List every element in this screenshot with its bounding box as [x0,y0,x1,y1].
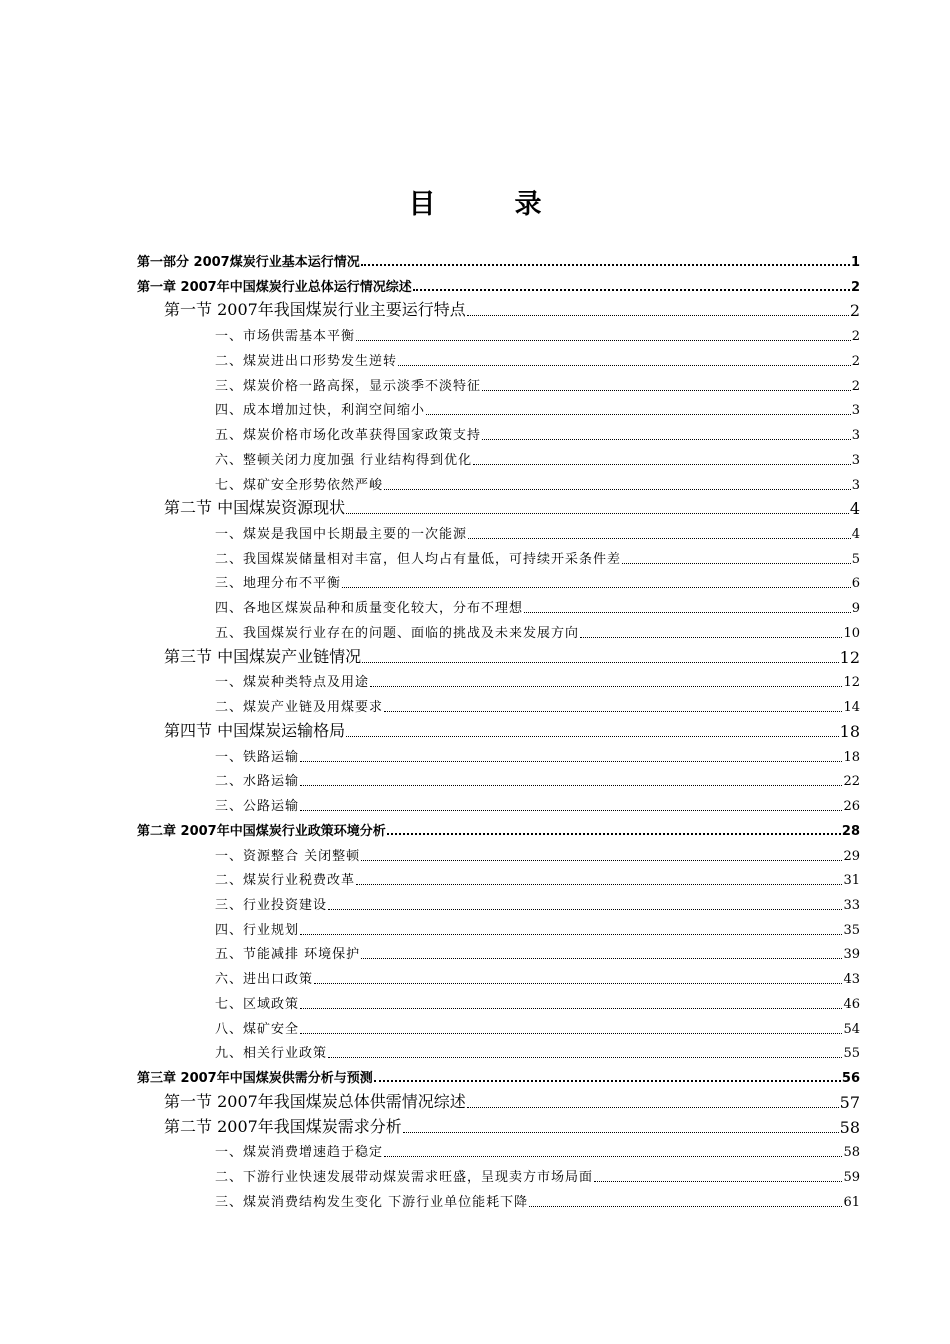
toc-entry-label: 一、煤炭消费增速趋于稳定 [215,1145,384,1161]
toc-entry[interactable] [164,297,860,320]
toc-entry-page-number: 18 [839,721,860,741]
toc-entry[interactable] [215,449,860,468]
dot-leader [580,637,842,638]
toc-entry-label: 第三节 中国煤炭产业链情况 [164,646,362,666]
dot-leader [384,489,851,490]
dot-leader [467,1107,839,1108]
toc-entry[interactable] [215,869,860,888]
toc-entry-label: 第一部分 2007煤炭行业基本运行情况 [137,255,360,270]
toc-entry-page-number: 2 [849,301,860,321]
toc-entry[interactable] [164,1089,860,1112]
dot-leader [387,833,841,835]
toc-entry[interactable] [215,993,860,1012]
toc-entry[interactable] [215,375,860,394]
dot-leader [426,414,851,415]
toc-entry-page-number: 33 [843,897,860,913]
toc-entry-page-number: 3 [851,477,860,493]
dot-leader [356,884,842,885]
dot-leader [473,464,851,465]
toc-entry-page-number: 54 [843,1021,860,1037]
toc-entry-page-number: 18 [843,749,860,765]
toc-entry-page-number: 3 [851,428,860,444]
toc-entry-label: 第三章 2007年中国煤炭供需分析与预测 [137,1071,373,1087]
dot-leader [482,390,851,391]
toc-entry-page-number: 3 [851,403,860,419]
dot-leader [300,1008,842,1009]
toc-entry-label: 第二章 2007年中国煤炭行业政策环境分析 [137,823,386,839]
toc-entry-label: 一、煤炭是我国中长期最主要的一次能源 [215,527,468,543]
toc-entry[interactable] [215,696,860,715]
toc-entry[interactable] [215,1018,860,1037]
dot-leader [622,563,851,564]
toc-entry-label: 七、区域政策 [215,996,300,1012]
toc-entry[interactable] [215,746,860,765]
dot-leader [328,1057,842,1058]
toc-entry-page-number: 57 [839,1092,860,1112]
dot-leader [300,934,842,935]
toc-entry-page-number: 28 [841,823,860,839]
toc-entry-page-number: 14 [843,700,860,716]
toc-entry[interactable] [215,548,860,567]
toc-entry-label: 第二节 中国煤炭资源现状 [164,498,346,518]
toc-entry-page-number: 2 [851,378,860,394]
toc-entry-page-number: 26 [843,799,860,815]
toc-entry-page-number: 3 [851,452,860,468]
toc-entry-label: 四、各地区煤炭品种和质量变化较大，分布不理想 [215,601,524,617]
dot-leader [356,340,851,341]
dot-leader [384,1156,842,1157]
toc-entry[interactable] [164,644,860,667]
dot-leader [594,1181,842,1182]
toc-entry-label: 三、行业投资建设 [215,897,328,913]
dot-leader [361,860,842,861]
toc-entry-page-number: 55 [843,1046,860,1062]
dot-leader [346,513,849,514]
toc-entry-label: 三、公路运输 [215,799,300,815]
toc-entry[interactable] [215,424,860,443]
toc-entry-page-number: 4 [849,499,860,519]
toc-title: 目 录 [408,189,568,220]
toc-entry-label: 一、市场供需基本平衡 [215,329,356,345]
toc-entry-page-number: 29 [843,848,860,864]
toc-entry-label: 七、煤矿安全形势依然严峻 [215,477,384,493]
dot-leader [361,264,850,266]
dot-leader [314,983,842,984]
toc-entry-label: 四、行业规划 [215,922,300,938]
toc-entry[interactable] [215,350,860,369]
toc-entry[interactable] [215,1042,860,1061]
toc-entry[interactable] [215,597,860,616]
dot-leader [342,587,851,588]
toc-entry-page-number: 46 [843,996,860,1012]
toc-entry[interactable] [215,919,860,938]
toc-entry-label: 二、水路运输 [215,774,300,790]
toc-entry-page-number: 39 [843,947,860,963]
toc-entry[interactable] [164,718,860,741]
toc-entry[interactable] [215,845,860,864]
toc-entry[interactable] [215,523,860,542]
toc-entry[interactable] [215,943,860,962]
dot-leader [468,538,851,539]
dot-leader [346,736,839,737]
toc-entry[interactable] [215,770,860,789]
dot-leader [362,662,839,663]
toc-entry[interactable] [215,622,860,641]
toc-entry-label: 二、煤炭行业税费改革 [215,873,356,889]
toc-entry-label: 二、我国煤炭储量相对丰富，但人均占有量低，可持续开采条件差 [215,551,622,567]
toc-entry-label: 一、煤炭种类特点及用途 [215,675,370,691]
toc-entry-page-number: 61 [843,1194,860,1210]
toc-entry[interactable] [215,968,860,987]
toc-entry-page-number: 58 [839,1117,860,1137]
toc-entry-label: 二、煤炭进出口形势发生逆转 [215,353,398,369]
toc-entry-label: 五、煤炭价格市场化改革获得国家政策支持 [215,428,482,444]
toc-entry-label: 三、煤炭消费结构发生变化 下游行业单位能耗下降 [215,1194,529,1210]
toc-entry-label: 五、我国煤炭行业存在的问题、面临的挑战及未来发展方向 [215,625,580,641]
toc-entry[interactable] [215,325,860,344]
toc-entry[interactable] [215,572,860,591]
toc-entry[interactable] [164,495,860,518]
toc-entry-label: 一、铁路运输 [215,749,300,765]
toc-entry-page-number: 4 [851,527,860,543]
dot-leader [300,810,842,811]
toc-entry-label: 三、地理分布不平衡 [215,576,342,592]
toc-entry-page-number: 6 [851,576,860,592]
toc-entry-label: 六、整顿关闭力度加强 行业结构得到优化 [215,452,473,468]
toc-entry[interactable] [137,820,860,839]
toc-entry[interactable] [215,671,860,690]
dot-leader [374,1080,841,1082]
dot-leader [467,315,849,316]
toc-entry-label: 三、煤炭价格一路高探，显示淡季不淡特征 [215,378,482,394]
toc-entry-page-number: 56 [841,1071,860,1087]
dot-leader [398,365,851,366]
toc-entry-label: 五、节能减排 环境保护 [215,947,361,963]
toc-entry-page-number: 9 [851,601,860,617]
toc-entry-label: 二、煤炭产业链及用煤要求 [215,700,384,716]
toc-entry-label: 第一节 2007年我国煤炭行业主要运行特点 [164,300,466,320]
dot-leader [361,958,842,959]
toc-entry-label: 六、进出口政策 [215,972,314,988]
toc-entry-page-number: 43 [843,972,860,988]
toc-entry-page-number: 12 [839,647,860,667]
dot-leader [524,612,851,613]
dot-leader [384,711,842,712]
toc-entry[interactable] [215,1141,860,1160]
toc-entry-page-number: 2 [850,279,860,295]
toc-entry[interactable] [215,474,860,493]
toc-entry[interactable] [215,795,860,814]
toc-entry-page-number: 5 [851,551,860,567]
toc-entry[interactable] [215,399,860,418]
toc-entry-label: 一、资源整合 关闭整顿 [215,848,361,864]
toc-entry[interactable] [137,276,860,295]
toc-entry[interactable] [164,1114,860,1137]
toc-entry-label: 八、煤矿安全 [215,1021,300,1037]
toc-entry-page-number: 35 [843,922,860,938]
toc-entry-page-number: 10 [843,625,860,641]
toc-entry-page-number: 59 [843,1170,860,1185]
toc-entry-label: 第一章 2007年中国煤炭行业总体运行情况综述 [137,279,412,295]
toc-entry-page-number: 2 [851,353,860,369]
dot-leader [300,785,842,786]
dot-leader [529,1206,842,1207]
dot-leader [413,289,850,291]
toc-entry-page-number: 31 [843,873,860,889]
dot-leader [403,1132,839,1133]
dot-leader [300,1033,842,1034]
dot-leader [328,909,842,910]
toc-entry-page-number: 1 [850,255,860,270]
toc-entry-label: 九、相关行业政策 [215,1046,328,1062]
toc-entry[interactable] [215,1191,860,1210]
toc-entry-page-number: 22 [843,774,860,790]
toc-entry[interactable] [215,894,860,913]
toc-entry-page-number: 12 [843,675,860,691]
toc-entry[interactable] [215,1166,860,1185]
dot-leader [300,761,842,762]
toc-entry-label: 四、成本增加过快，利润空间缩小 [215,403,426,419]
toc-entry-label: 第一节 2007年我国煤炭总体供需情况综述 [164,1091,466,1111]
toc-entry[interactable] [137,251,860,270]
toc-entry-label: 二、下游行业快速发展带动煤炭需求旺盛，呈现卖方市场局面 [215,1170,594,1185]
dot-leader [482,439,851,440]
toc-entry-page-number: 2 [851,329,860,345]
toc-entry[interactable] [137,1067,860,1086]
toc-entry-label: 第四节 中国煤炭运输格局 [164,720,346,740]
dot-leader [370,686,842,687]
toc-entry-page-number: 58 [843,1145,860,1161]
toc-entry-label: 第二节 2007年我国煤炭需求分析 [164,1116,402,1136]
